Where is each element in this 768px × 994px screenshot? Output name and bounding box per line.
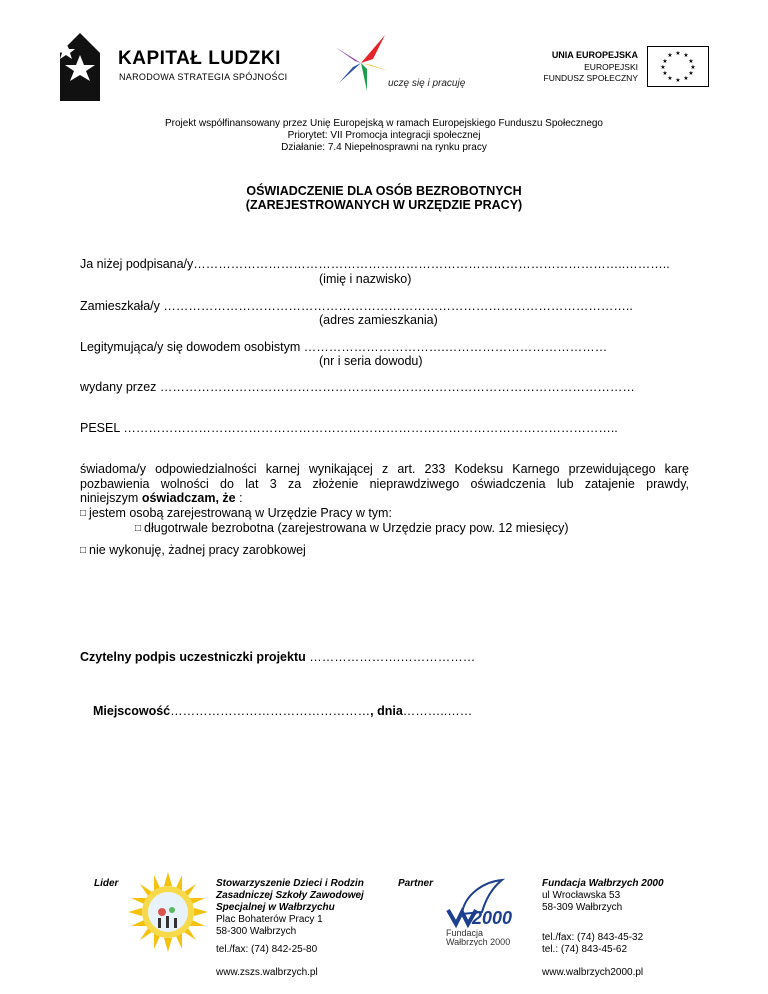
declaration-line2: pozbawienia wolności do lat 3 za złożenie nieprawdziwego oświadczenia lub zatajenie prawdy,: [80, 476, 689, 491]
name-label: Ja niżej podpisana/y: [80, 257, 194, 271]
document-title-line2: (ZAREJESTROWANYCH W URZĘDZIE PRACY): [245, 198, 523, 212]
svg-text:★: ★: [667, 75, 673, 82]
id-line[interactable]: [80, 340, 607, 354]
name-line[interactable]: [80, 257, 670, 271]
partner-label: Partner: [398, 878, 434, 889]
issued-label: wydany przez: [80, 380, 157, 394]
checkbox-icon[interactable]: □: [80, 507, 87, 519]
document-title-line1: OŚWIADCZENIE DLA OSÓB BEZROBOTNYCH: [246, 184, 522, 198]
option-long-term[interactable]: □ długotrwale bezrobotna (zarejestrowana w Urzędzie pracy pow. 12 miesięcy): [135, 521, 569, 535]
lider-label: Lider: [94, 878, 119, 889]
lider-addr1: Plac Bohaterów Pracy 1: [216, 914, 323, 925]
address-hint: (adres zamieszkania): [319, 313, 438, 327]
svg-text:★: ★: [690, 64, 696, 71]
issued-dots: ……………………………………………………………………………………………………: [159, 380, 635, 394]
name-dots: …………………………………………………………………………………………..………..: [193, 257, 670, 271]
eu-title: UNIA EUROPEJSKA: [551, 50, 638, 60]
svg-text:★: ★: [688, 70, 694, 77]
project-info-line3: Działanie: 7.4 Niepełnosprawni na rynku pracy: [281, 142, 487, 153]
declaration-line1: świadoma/y odpowiedzialności karnej wynikającej z art. 233 Kodeksu Karnego przewidującego karę: [80, 462, 689, 476]
eu-line2: EUROPEJSKI: [584, 62, 638, 72]
id-label: Legitymująca/y się dowodem osobistym: [80, 340, 301, 354]
lider-phone: tel./fax: (74) 842-25-80: [216, 944, 318, 955]
pesel-label: PESEL: [80, 421, 120, 435]
partner-phones: [542, 932, 643, 956]
lider-info: [216, 878, 364, 938]
slogan: uczę się i pracuję: [388, 78, 466, 89]
place-label: Miejscowość: [93, 704, 171, 718]
eu-flag: [647, 46, 709, 87]
partner-name: Fundacja Wałbrzych 2000: [542, 878, 664, 889]
partner-logo-text1: Fundacja: [446, 928, 484, 938]
svg-text:★: ★: [660, 64, 666, 71]
pesel-dots: ………………………………………………………………………………………………………..: [123, 421, 618, 435]
svg-text:★: ★: [683, 52, 689, 59]
partner-phone1: tel./fax: (74) 843-45-32: [542, 932, 644, 943]
lider-addr2: 58-300 Wałbrzych: [216, 926, 297, 937]
lider-name1: Stowarzyszenie Dzieci i Rodzin: [216, 878, 364, 889]
partner-logo: [442, 876, 534, 946]
declaration-emphasis: oświadczam, że: [141, 491, 236, 505]
address-label: Zamieszkała/y: [80, 299, 160, 313]
eu-line3: FUNDUSZ SPOŁECZNY: [543, 73, 638, 83]
partner-phone2: tel.: (74) 843-45-62: [542, 944, 628, 955]
partner-logo-text2: Wałbrzych 2000: [446, 937, 511, 946]
date-dots: ………..……: [402, 704, 473, 718]
checkbox-icon[interactable]: □: [135, 523, 142, 534]
partner-www[interactable]: www.walbrzych2000.pl: [542, 967, 644, 978]
svg-text:★: ★: [667, 52, 673, 59]
kl-title: KAPITAŁ LUDZKI: [118, 48, 281, 69]
place-dots: …………………………………………: [170, 704, 371, 718]
svg-text:★: ★: [662, 70, 668, 77]
lider-name2: Zasadniczej Szkoły Zawodowej: [216, 890, 364, 901]
partner-logo-mark: 2000: [472, 908, 513, 928]
partner-info: [542, 878, 664, 914]
place-date-line[interactable]: [93, 704, 472, 718]
issued-line[interactable]: [80, 380, 635, 394]
svg-text:★: ★: [675, 50, 681, 57]
checkbox-icon[interactable]: □: [80, 545, 87, 556]
option-registered[interactable]: □ jestem osobą zarejestrowaną w Urzędzie Pracy w tym:: [80, 505, 392, 520]
declaration-line3: niniejszym oświadczam, że :: [80, 491, 243, 505]
signature-dots: ………………….………………: [309, 650, 476, 664]
name-hint: (imię i nazwisko): [319, 272, 412, 286]
declaration-text: [80, 462, 689, 537]
signature-label: Czytelny podpis uczestniczki projektu: [80, 650, 306, 664]
lider-www[interactable]: www.zszs.walbrzych.pl: [216, 967, 318, 978]
id-dots: …………………………….…………………………………: [303, 340, 608, 354]
option-no-work[interactable]: □ nie wykonuję, żadnej pracy zarobkowej: [80, 543, 306, 557]
signature-line[interactable]: [80, 650, 475, 664]
svg-text:★: ★: [683, 75, 689, 82]
address-dots: …………………………………………………………………………………………………..: [163, 299, 633, 313]
partner-addr2: 58-309 Wałbrzych: [542, 902, 623, 913]
date-label: , dnia: [370, 704, 403, 718]
lider-sun-logo: [128, 872, 208, 952]
kapital-ludzki-logo: [60, 33, 100, 101]
star-logo: [333, 33, 389, 93]
id-hint: (nr i seria dowodu): [319, 354, 423, 368]
project-info-line1: Projekt współfinansowany przez Unię Europejską w ramach Europejskiego Funduszu Społecznego: [164, 118, 603, 129]
project-info-line2: Priorytet: VII Promocja integracji społecznej: [287, 130, 481, 141]
partner-addr1: ul Wrocławska 53: [542, 890, 621, 901]
svg-text:★: ★: [675, 77, 681, 84]
kl-subtitle: NARODOWA STRATEGIA SPÓJNOŚCI: [119, 72, 288, 82]
address-line[interactable]: [80, 299, 633, 313]
pesel-line[interactable]: [80, 421, 618, 435]
lider-name3: Specjalnej w Wałbrzychu: [216, 902, 335, 913]
svg-text:★: ★: [662, 58, 668, 65]
svg-text:★: ★: [688, 58, 694, 65]
